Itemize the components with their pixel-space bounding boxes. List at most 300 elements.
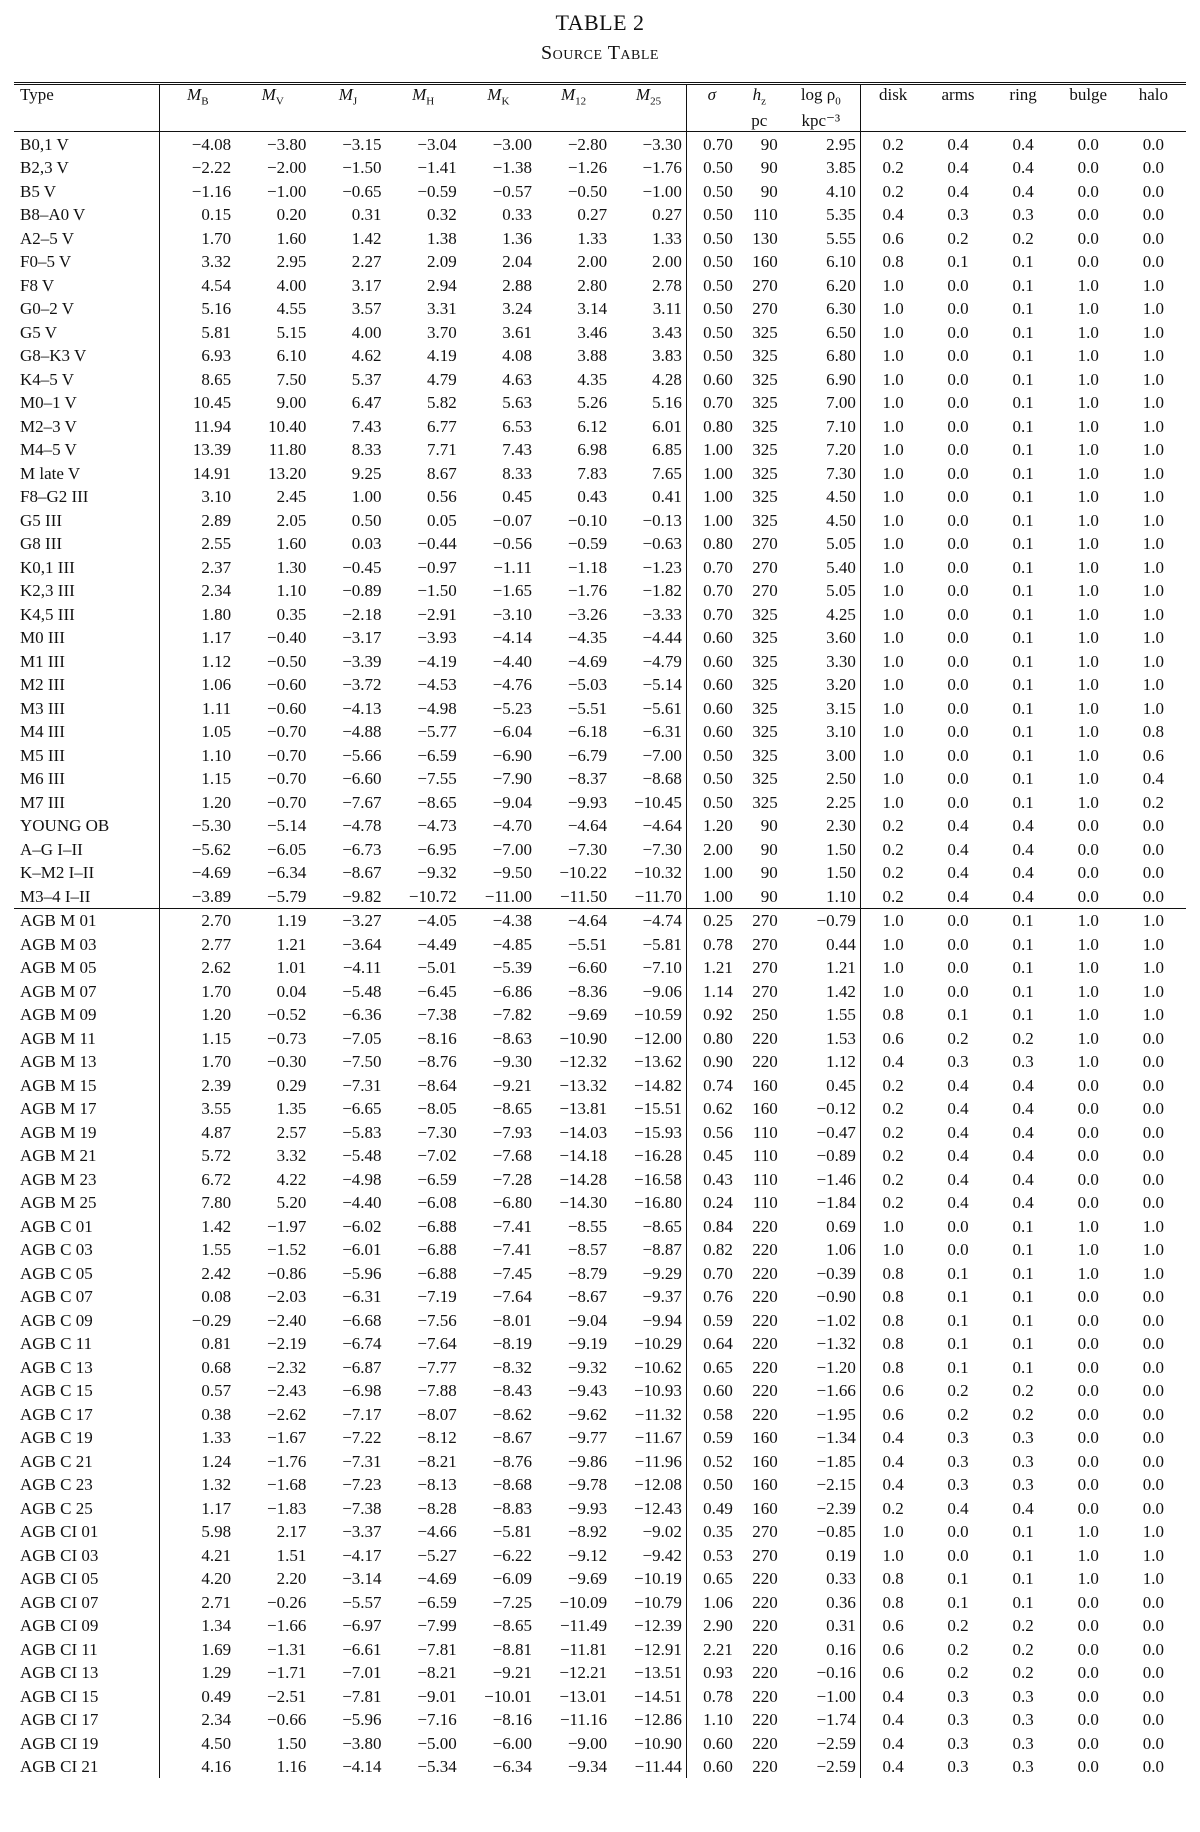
cell-sigma: 0.84: [686, 1214, 737, 1238]
cell-mj: −5.48: [342, 1146, 382, 1166]
cell-type: M4 III: [20, 722, 65, 742]
cell-bulge: 1.0: [1077, 1545, 1099, 1565]
cell-m25: −11.96: [634, 1451, 682, 1471]
cell-mb: 1.15: [160, 767, 235, 791]
cell-halo: 1.0: [1142, 675, 1165, 695]
cell-mj: −4.40: [342, 1193, 382, 1213]
cell-halo: 1.0: [1142, 698, 1165, 718]
cell-type: AGB CI 01: [20, 1522, 99, 1542]
table-row: [14, 1614, 1186, 1638]
cell-disk: 1.0: [860, 932, 925, 956]
cell-ring: 0.1: [991, 908, 1056, 932]
cell-halo: 0.0: [1142, 886, 1165, 906]
cell-mk: 7.43: [502, 440, 532, 460]
cell-mb: 8.65: [160, 367, 235, 391]
cell-mk: −5.81: [492, 1522, 532, 1542]
cell-halo: 1.0: [1142, 581, 1165, 601]
cell-mv: 3.32: [276, 1146, 307, 1166]
cell-ring: 0.4: [1012, 1193, 1034, 1213]
cell-sigma: 1.00: [686, 861, 737, 885]
cell-sigma: 1.00: [686, 884, 737, 908]
cell-m12: −9.93: [567, 1498, 608, 1518]
cell-sigma: 1.21: [686, 956, 737, 980]
cell-mv: −6.34: [267, 863, 307, 883]
cell-m25: −14.82: [634, 1075, 682, 1095]
cell-disk: 1.0: [860, 720, 925, 744]
table-row: [14, 1214, 1186, 1238]
cell-mv: −0.40: [267, 628, 307, 648]
cell-halo: 1.0: [1142, 299, 1165, 319]
cell-mb: 1.69: [160, 1637, 235, 1661]
cell-arms: 0.0: [947, 322, 969, 342]
cell-type: AGB M 07: [20, 981, 97, 1001]
cell-mh: 2.94: [427, 275, 457, 295]
cell-log-rho: 3.60: [826, 628, 856, 648]
cell-disk: 0.4: [860, 1684, 925, 1708]
cell-mk: −8.65: [492, 1616, 532, 1636]
cell-mj: −3.14: [342, 1569, 382, 1589]
cell-sigma: 2.21: [686, 1637, 737, 1661]
cell-mv: −1.68: [267, 1475, 307, 1495]
cell-m12: 5.26: [577, 393, 608, 413]
cell-mk: −7.93: [492, 1122, 532, 1142]
cell-sigma: 0.56: [686, 1120, 737, 1144]
cell-ring: 0.4: [1012, 1099, 1034, 1119]
cell-arms: 0.0: [947, 628, 969, 648]
cell-arms: 0.2: [947, 1028, 969, 1048]
cell-halo: 0.0: [1142, 1733, 1165, 1753]
cell-m12: −1.26: [567, 158, 608, 178]
cell-bulge: 1.0: [1077, 322, 1099, 342]
cell-arms: 0.4: [947, 158, 969, 178]
table-row: [14, 743, 1186, 767]
cell-ring: 0.1: [1012, 934, 1034, 954]
cell-mk: −4.14: [492, 628, 532, 648]
cell-halo: 0.8: [1142, 722, 1165, 742]
cell-mj: −6.36: [342, 1005, 382, 1025]
cell-type: AGB C 11: [20, 1334, 93, 1354]
cell-halo: 1.0: [1142, 463, 1165, 483]
cell-m12: −14.30: [559, 1193, 608, 1213]
cell-mh: −7.55: [417, 769, 457, 789]
cell-mv: 6.10: [276, 346, 307, 366]
cell-mk: −0.07: [492, 510, 532, 530]
cell-log-rho: 0.45: [826, 1075, 856, 1095]
table-row: [14, 1543, 1186, 1567]
cell-m25: −3.30: [642, 134, 682, 154]
cell-mv: 0.20: [276, 205, 307, 225]
cell-mh: −8.76: [417, 1052, 457, 1072]
cell-sigma: 0.70: [686, 579, 737, 603]
cell-mv: −0.30: [267, 1052, 307, 1072]
cell-mh: −4.98: [417, 698, 457, 718]
cell-mb: 2.62: [160, 956, 235, 980]
cell-ring: 0.4: [1012, 1075, 1034, 1095]
table-row: [14, 696, 1186, 720]
cell-ring: 0.1: [1012, 1216, 1034, 1236]
cell-ring: 0.2: [1012, 1616, 1034, 1636]
cell-mj: 0.03: [351, 534, 382, 554]
cell-log-rho: 4.50: [826, 487, 856, 507]
cell-mv: −0.70: [267, 769, 307, 789]
cell-disk: 0.4: [860, 1050, 925, 1074]
cell-halo: 1.0: [1142, 534, 1165, 554]
cell-hz: 90: [760, 886, 778, 906]
cell-m12: 2.00: [577, 252, 608, 272]
cell-mh: −4.73: [417, 816, 457, 836]
cell-hz: 325: [752, 369, 778, 389]
cell-m12: −0.59: [567, 534, 608, 554]
cell-arms: 0.4: [947, 134, 969, 154]
cell-m12: −9.86: [567, 1451, 608, 1471]
cell-mb: 1.15: [160, 1026, 235, 1050]
cell-mh: −4.05: [386, 908, 461, 932]
cell-mj: −3.39: [342, 651, 382, 671]
cell-type: A–G I–II: [20, 839, 83, 859]
cell-disk: 0.8: [860, 1285, 925, 1309]
cell-mh: −6.88: [417, 1263, 457, 1283]
cell-mj: −7.38: [342, 1498, 382, 1518]
cell-bulge: 1.0: [1077, 934, 1099, 954]
cell-m12: 0.27: [577, 205, 608, 225]
cell-mh: 6.77: [427, 416, 457, 436]
cell-bulge: 1.0: [1077, 769, 1099, 789]
cell-sigma: 0.78: [686, 932, 737, 956]
cell-sigma: 0.70: [686, 1261, 737, 1285]
cell-disk: 1.0: [860, 391, 925, 415]
cell-mj: −6.65: [342, 1099, 382, 1119]
cell-mv: 1.51: [276, 1545, 307, 1565]
cell-sigma: 0.50: [686, 320, 737, 344]
cell-ring: 0.3: [1012, 1475, 1034, 1495]
cell-mb: 0.81: [160, 1332, 235, 1356]
cell-mk: 5.63: [502, 393, 532, 413]
cell-mb: 1.80: [160, 602, 235, 626]
cell-mj: −6.98: [342, 1381, 382, 1401]
cell-log-rho: 6.80: [826, 346, 856, 366]
cell-log-rho: 1.10: [826, 886, 856, 906]
cell-type: G5 III: [20, 510, 63, 530]
cell-arms: 0.1: [947, 1334, 969, 1354]
table-subtitle: Source Table: [541, 42, 659, 64]
cell-hz: 220: [752, 1757, 778, 1777]
cell-mv: −5.14: [267, 816, 307, 836]
cell-halo: 0.0: [1142, 1381, 1165, 1401]
cell-halo: 1.0: [1142, 1216, 1165, 1236]
cell-bulge: 1.0: [1077, 510, 1099, 530]
cell-type: AGB C 03: [20, 1240, 93, 1260]
cell-bulge: 0.0: [1077, 1099, 1099, 1119]
cell-bulge: 1.0: [1077, 1028, 1099, 1048]
cell-mh: −8.64: [417, 1075, 457, 1095]
cell-halo: 0.0: [1142, 1616, 1165, 1636]
cell-disk: 0.2: [860, 1097, 925, 1121]
cell-halo: 1.0: [1142, 275, 1165, 295]
cell-mv: −0.60: [267, 675, 307, 695]
cell-log-rho: −2.59: [816, 1733, 856, 1753]
cell-mv: 1.50: [276, 1733, 307, 1753]
cell-m12: 3.46: [577, 322, 608, 342]
cell-mb: 13.39: [160, 438, 235, 462]
cell-type: B5 V: [20, 181, 57, 201]
cell-mb: 1.06: [160, 673, 235, 697]
cell-bulge: 1.0: [1077, 440, 1099, 460]
cell-arms: 0.0: [947, 698, 969, 718]
cell-mk: −8.62: [492, 1404, 532, 1424]
cell-arms: 0.0: [947, 604, 969, 624]
cell-halo: 1.0: [1142, 604, 1165, 624]
cell-ring: 0.4: [1012, 134, 1034, 154]
table-row: [14, 814, 1186, 838]
cell-log-rho: 7.20: [826, 440, 856, 460]
cell-mv: 2.95: [276, 252, 307, 272]
cell-mk: −8.68: [492, 1475, 532, 1495]
cell-mk: −3.10: [492, 604, 532, 624]
cell-disk: 1.0: [860, 344, 925, 368]
cell-type: AGB M 09: [20, 1005, 97, 1025]
cell-mh: −7.38: [417, 1005, 457, 1025]
cell-type: AGB M 21: [20, 1146, 97, 1166]
cell-mb: 1.42: [160, 1214, 235, 1238]
cell-m12: −9.93: [567, 792, 608, 812]
cell-mj: −3.37: [342, 1522, 382, 1542]
cell-m25: −13.62: [634, 1052, 682, 1072]
cell-mb: 1.11: [160, 696, 235, 720]
cell-log-rho: 5.40: [826, 557, 856, 577]
cell-sigma: 0.93: [686, 1661, 737, 1685]
cell-arms: 0.0: [947, 958, 969, 978]
cell-type: F8 V: [20, 275, 55, 295]
cell-m25: 3.83: [652, 346, 682, 366]
cell-arms: 0.1: [947, 1357, 969, 1377]
cell-ring: 0.2: [1012, 1381, 1034, 1401]
cell-type: M2–3 V: [20, 416, 77, 436]
cell-mb: 11.94: [160, 414, 235, 438]
cell-hz: 325: [752, 393, 778, 413]
cell-m25: −9.37: [642, 1287, 682, 1307]
cell-ring: 0.1: [1012, 510, 1034, 530]
cell-halo: 0.0: [1142, 1028, 1165, 1048]
cell-sigma: 0.24: [686, 1191, 737, 1215]
cell-mh: −4.49: [417, 934, 457, 954]
cell-bulge: 1.0: [1077, 369, 1099, 389]
cell-ring: 0.1: [1012, 1545, 1034, 1565]
cell-type: M4–5 V: [20, 440, 77, 460]
cell-mk: −8.63: [492, 1028, 532, 1048]
cell-disk: 0.2: [860, 1120, 925, 1144]
cell-m12: −2.80: [567, 134, 608, 154]
cell-log-rho: 4.50: [826, 510, 856, 530]
cell-mb: 6.72: [160, 1167, 235, 1191]
cell-type: M7 III: [20, 792, 65, 812]
cell-bulge: 1.0: [1077, 651, 1099, 671]
table-row: [14, 1520, 1186, 1544]
cell-halo: 0.0: [1142, 1686, 1165, 1706]
cell-halo: 0.0: [1142, 1710, 1165, 1730]
cell-bulge: 0.0: [1077, 134, 1099, 154]
cell-hz: 325: [752, 722, 778, 742]
cell-mk: 2.88: [502, 275, 532, 295]
cell-log-rho: 2.30: [826, 816, 856, 836]
cell-disk: 1.0: [860, 1214, 925, 1238]
cell-log-rho: −0.39: [816, 1263, 856, 1283]
cell-ring: 0.1: [1012, 1522, 1034, 1542]
cell-mj: −6.31: [342, 1287, 382, 1307]
cell-mj: 1.42: [351, 228, 382, 248]
cell-mh: −1.41: [417, 158, 457, 178]
cell-hz: 110: [752, 1146, 778, 1166]
cell-mk: −6.90: [492, 745, 532, 765]
cell-type: AGB CI 17: [20, 1710, 99, 1730]
cell-mk: −9.04: [492, 792, 532, 812]
cell-sigma: 0.53: [686, 1543, 737, 1567]
cell-disk: 0.4: [860, 1449, 925, 1473]
cell-mk: −8.81: [492, 1639, 532, 1659]
cell-hz: 110: [752, 1122, 778, 1142]
table-row: [14, 1026, 1186, 1050]
cell-type: AGB M 03: [20, 934, 97, 954]
cell-disk: 0.2: [860, 861, 925, 885]
cell-disk: 0.2: [860, 132, 925, 156]
cell-mh: −6.59: [417, 1169, 457, 1189]
cell-ring: 0.4: [1012, 1498, 1034, 1518]
cell-mj: −4.17: [342, 1545, 382, 1565]
cell-log-rho: −1.66: [816, 1381, 856, 1401]
cell-log-rho: 0.31: [826, 1616, 856, 1636]
cell-log-rho: −1.85: [816, 1451, 856, 1471]
cell-m12: −5.51: [567, 934, 608, 954]
cell-mk: −4.40: [492, 651, 532, 671]
cell-arms: 0.0: [947, 722, 969, 742]
cell-hz: 325: [752, 463, 778, 483]
cell-m25: −4.44: [642, 628, 682, 648]
cell-mj: −4.11: [342, 958, 382, 978]
cell-hz: 270: [752, 299, 778, 319]
cell-bulge: 1.0: [1077, 1216, 1099, 1236]
cell-mj: 3.57: [351, 299, 382, 319]
cell-mh: −0.59: [417, 181, 457, 201]
cell-hz: 220: [752, 1404, 778, 1424]
cell-sigma: 0.50: [686, 179, 737, 203]
cell-disk: 1.0: [860, 1238, 925, 1262]
cell-mh: 0.32: [427, 205, 457, 225]
cell-mh: −4.69: [417, 1569, 457, 1589]
cell-hz: 160: [752, 1075, 778, 1095]
cell-m12: −9.78: [567, 1475, 608, 1495]
cell-mh: −5.34: [417, 1757, 457, 1777]
cell-mj: −3.17: [342, 628, 382, 648]
cell-ring: 0.3: [1012, 1686, 1034, 1706]
cell-mk: 4.63: [502, 369, 532, 389]
cell-mk: −7.41: [492, 1240, 532, 1260]
cell-disk: 1.0: [860, 790, 925, 814]
cell-mb: −5.30: [160, 814, 235, 838]
cell-log-rho: 3.30: [826, 651, 856, 671]
cell-mk: −9.30: [492, 1052, 532, 1072]
cell-mv: 1.60: [276, 228, 307, 248]
cell-hz: 270: [752, 581, 778, 601]
cell-log-rho: 3.85: [826, 158, 856, 178]
cell-bulge: 1.0: [1077, 981, 1099, 1001]
cell-bulge: 0.0: [1077, 1616, 1099, 1636]
cell-log-rho: 0.44: [826, 934, 856, 954]
cell-hz: 325: [752, 698, 778, 718]
cell-bulge: 1.0: [1077, 346, 1099, 366]
table-row: [14, 1590, 1186, 1614]
table-title: TABLE 2: [555, 10, 645, 35]
cell-sigma: 0.65: [686, 1355, 737, 1379]
cell-mh: −7.81: [417, 1639, 457, 1659]
cell-sigma: 1.00: [686, 508, 737, 532]
cell-m25: 2.00: [652, 252, 682, 272]
cell-log-rho: −1.32: [816, 1334, 856, 1354]
cell-ring: 0.1: [1012, 1263, 1034, 1283]
cell-mb: 3.55: [160, 1097, 235, 1121]
cell-mj: 8.33: [351, 440, 382, 460]
cell-m25: 7.65: [652, 463, 682, 483]
cell-mv: −2.00: [267, 158, 307, 178]
cell-disk: 0.6: [860, 1614, 925, 1638]
cell-hz: 220: [752, 1663, 778, 1683]
cell-m12: −8.55: [567, 1216, 608, 1236]
cell-disk: 0.2: [860, 1144, 925, 1168]
cell-mh: −6.88: [417, 1216, 457, 1236]
cell-arms: 0.2: [947, 1663, 969, 1683]
table-row: [14, 179, 1186, 203]
cell-mh: −7.19: [417, 1287, 457, 1307]
cell-sigma: 0.74: [686, 1073, 737, 1097]
cell-arms: 0.3: [947, 205, 969, 225]
cell-arms: 0.2: [947, 1381, 969, 1401]
cell-mj: −0.45: [342, 557, 382, 577]
cell-mh: −9.01: [417, 1686, 457, 1706]
cell-hz: 110: [752, 1169, 778, 1189]
cell-type: AGB M 11: [20, 1028, 96, 1048]
cell-halo: 1.0: [1142, 1240, 1165, 1260]
cell-mb: 0.08: [160, 1285, 235, 1309]
cell-arms: 0.3: [947, 1757, 969, 1777]
cell-mj: 0.31: [351, 205, 382, 225]
cell-arms: 0.0: [947, 346, 969, 366]
cell-halo: 1.0: [1142, 628, 1165, 648]
cell-m25: 6.01: [652, 416, 682, 436]
cell-mh: −7.77: [417, 1357, 457, 1377]
cell-mb: 10.45: [160, 391, 235, 415]
table-row: [14, 1661, 1186, 1685]
cell-m25: −10.93: [634, 1381, 682, 1401]
cell-mj: −3.72: [342, 675, 382, 695]
cell-halo: 1.0: [1142, 487, 1165, 507]
cell-halo: 1.0: [1142, 651, 1165, 671]
cell-disk: 0.6: [860, 226, 925, 250]
cell-sigma: 0.50: [686, 226, 737, 250]
cell-type: AGB C 19: [20, 1428, 93, 1448]
cell-log-rho: 3.20: [826, 675, 856, 695]
cell-bulge: 0.0: [1077, 863, 1099, 883]
cell-mh: −8.28: [417, 1498, 457, 1518]
cell-hz: 220: [752, 1639, 778, 1659]
cell-bulge: 0.0: [1077, 1287, 1099, 1307]
cell-mv: 5.15: [276, 322, 307, 342]
cell-mv: −1.52: [267, 1240, 307, 1260]
cell-mb: −1.16: [160, 179, 235, 203]
cell-arms: 0.3: [947, 1733, 969, 1753]
cell-type: AGB C 23: [20, 1475, 93, 1495]
cell-bulge: 0.0: [1077, 181, 1099, 201]
cell-sigma: 0.50: [686, 1473, 737, 1497]
cell-mk: −4.70: [492, 816, 532, 836]
cell-bulge: 0.0: [1077, 1193, 1099, 1213]
